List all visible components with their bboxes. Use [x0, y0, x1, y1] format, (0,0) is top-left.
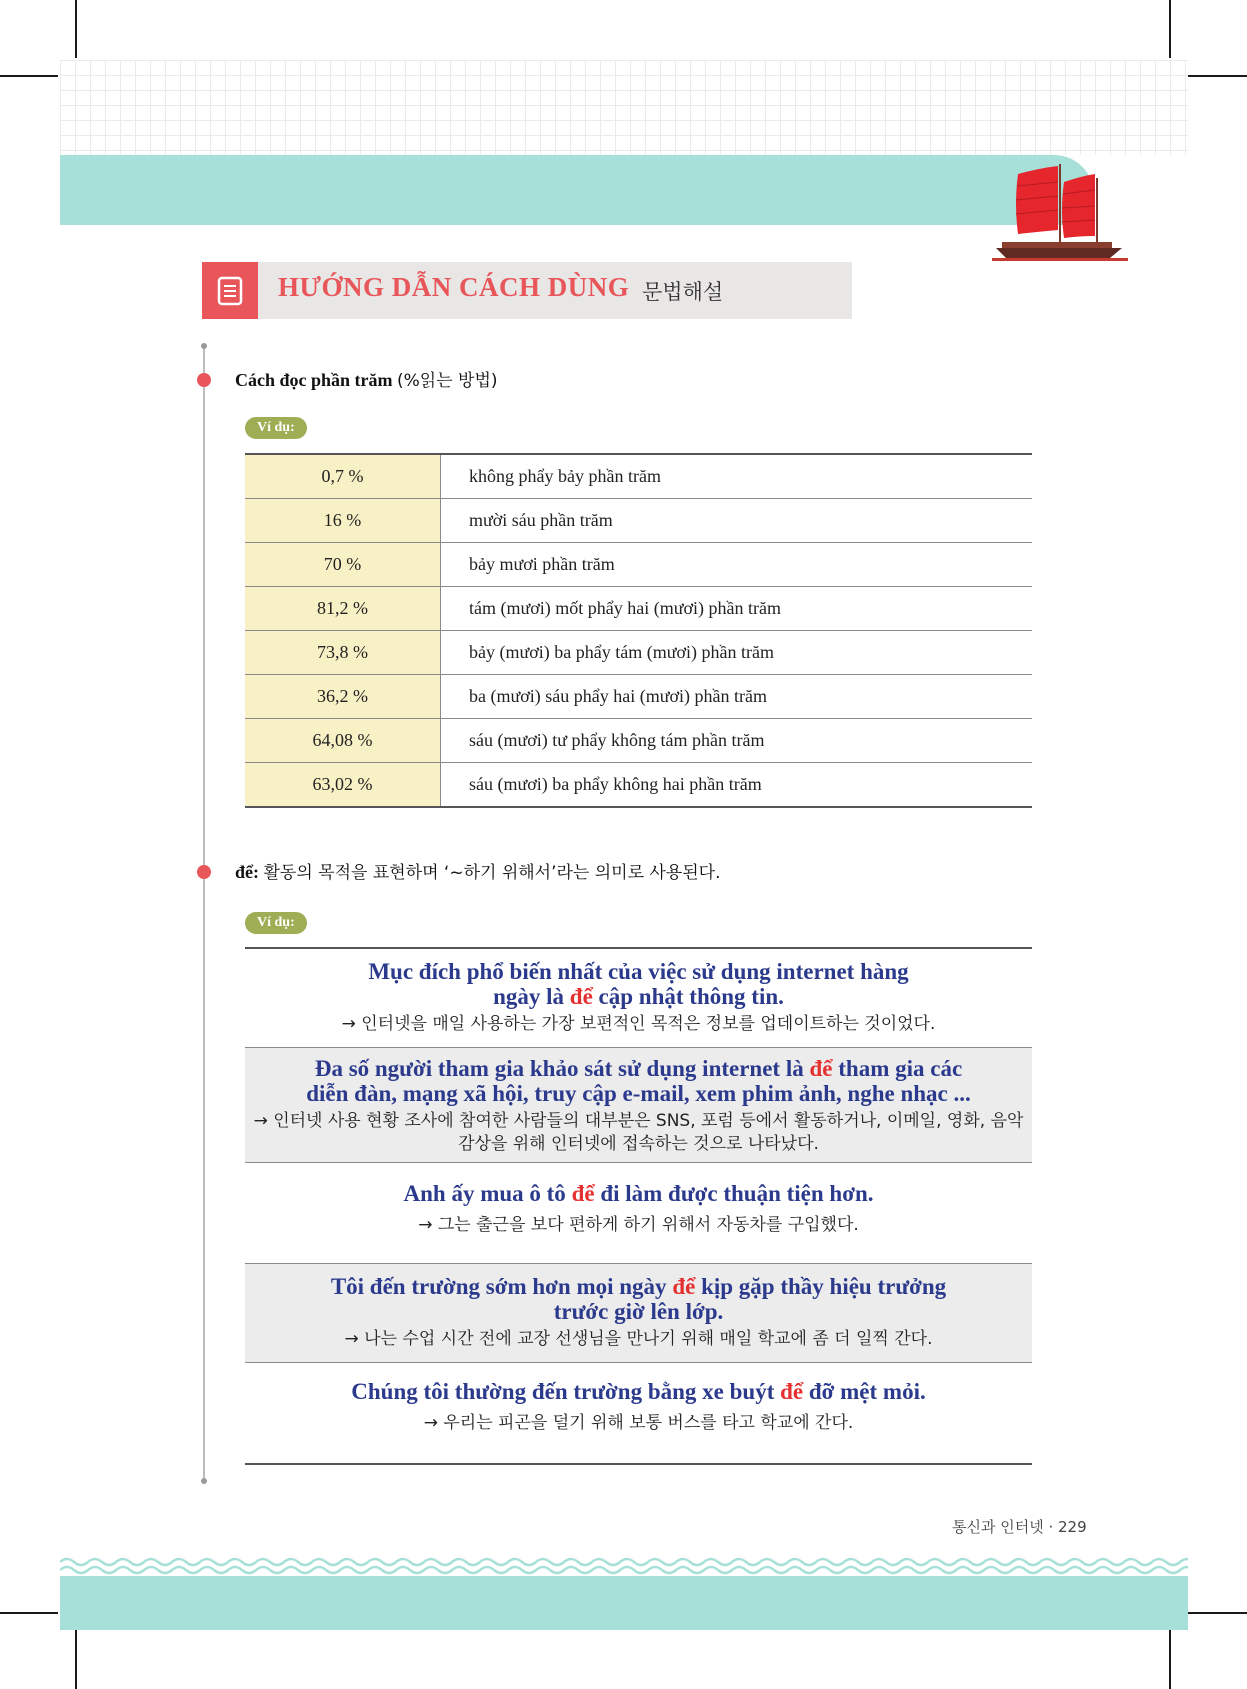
table-row: [245, 631, 1032, 675]
percent-value: 73,8 %: [245, 631, 441, 675]
percent-reading: tám (mươi) mốt phẩy hai (mươi) phần trăm: [441, 587, 1033, 631]
section-bullet: [197, 865, 211, 879]
guide-title: HƯỚNG DẪN CÁCH DÙNG: [278, 272, 630, 302]
percent-reading: không phẩy bảy phần trăm: [441, 454, 1033, 499]
example-sentence-vi: Đa số người tham gia khảo sát sử dụng internet là để tham gia các diễn đàn, mạng xã hội, truy cập e-mail, xem phim ảnh, nghe nhạc ...: [306, 1056, 971, 1106]
percent-value: 16 %: [245, 499, 441, 543]
crop-mark: [75, 1630, 77, 1689]
crop-mark: [0, 75, 58, 77]
percent-reading: mười sáu phần trăm: [441, 499, 1033, 543]
table-row: [245, 675, 1032, 719]
example-item: [245, 949, 1032, 1047]
crop-mark: [1188, 75, 1247, 77]
wave-footer-band: [60, 1552, 1188, 1630]
crop-mark: [1169, 1630, 1171, 1689]
keyword-de: để:: [235, 862, 259, 882]
keyword-description: 활동의 목적을 표현하며 ‘~하기 위해서’라는 의미로 사용된다.: [263, 863, 721, 883]
percent-reading: ba (mươi) sáu phẩy hai (mươi) phần trăm: [441, 675, 1033, 719]
section-bullet: [197, 373, 211, 387]
table-row: [245, 543, 1032, 587]
guide-subtitle: 문법해설: [642, 280, 724, 304]
percent-reading: sáu (mươi) tư phẩy không tám phần trăm: [441, 719, 1033, 763]
highlight-de: để: [569, 984, 593, 1009]
crop-mark: [75, 0, 77, 58]
highlight-de: để: [780, 1379, 804, 1404]
example-sentence-vi: Tôi đến trường sớm hơn mọi ngày để kịp gặp thầy hiệu trưởng trước giờ lên lớp.: [330, 1274, 947, 1324]
highlight-de: để: [672, 1274, 696, 1299]
crop-mark: [1169, 0, 1171, 58]
highlight-de: để: [809, 1056, 833, 1081]
example-label: Ví dụ:: [245, 912, 307, 934]
crop-mark: [0, 1612, 58, 1614]
section-title-percent: [235, 366, 498, 391]
crop-mark: [1188, 1612, 1247, 1614]
example-item: [245, 1263, 1032, 1363]
example-sentence-vi: Chúng tôi thường đến trường bằng xe buýt để đỡ mệt mỏi.: [351, 1379, 926, 1404]
highlight-de: để: [571, 1181, 595, 1206]
percent-reading: bảy mươi phần trăm: [441, 543, 1033, 587]
percent-value: 81,2 %: [245, 587, 441, 631]
example-list: [245, 947, 1032, 1465]
percent-reading: bảy (mươi) ba phẩy tám (mươi) phần trăm: [441, 631, 1033, 675]
section-title-ko: (%읽는 방법): [397, 371, 498, 391]
example-item: [245, 1363, 1032, 1463]
example-translation-ko: → 인터넷 사용 현황 조사에 참여한 사람들의 대부분은 SNS, 포럼 등에서 활동하거나, 이메일, 영화, 음악 감상을 위해 인터넷에 접속하는 것으로 나타났다.: [253, 1111, 1024, 1154]
guide-header: [202, 262, 852, 319]
table-row: [245, 454, 1032, 499]
example-translation-ko: → 그는 출근을 보다 편하게 하기 위해서 자동차를 구입했다.: [418, 1215, 859, 1235]
table-row: [245, 499, 1032, 543]
timeline-line: [203, 346, 205, 1481]
percent-value: 0,7 %: [245, 454, 441, 499]
table-row: [245, 763, 1032, 808]
timeline-dot: [201, 343, 207, 349]
example-translation-ko: → 나는 수업 시간 전에 교장 선생님을 만나기 위해 매일 학교에 좀 더 일찍 간다.: [344, 1329, 933, 1349]
junk-ship-icon: [990, 160, 1130, 272]
top-mint-band: [60, 155, 1094, 225]
example-translation-ko: → 인터넷을 매일 사용하는 가장 보편적인 목적은 정보를 업데이트하는 것이었다.: [341, 1014, 936, 1034]
page-number: 통신과 인터넷 · 229: [952, 1518, 1087, 1536]
timeline-dot: [201, 1478, 207, 1484]
table-row: [245, 587, 1032, 631]
section-title-de: [235, 858, 721, 883]
example-sentence-vi: Anh ấy mua ô tô để đi làm được thuận tiện hơn.: [403, 1181, 874, 1206]
percent-reading: sáu (mươi) ba phẩy không hai phần trăm: [469, 774, 762, 794]
example-translation-ko: → 우리는 피곤을 덜기 위해 보통 버스를 타고 학교에 간다.: [423, 1413, 854, 1433]
percent-table: [245, 453, 1032, 808]
percent-value: 36,2 %: [245, 675, 441, 719]
percent-value: 63,02 %: [245, 763, 441, 808]
example-label: Ví dụ:: [245, 417, 307, 439]
example-item: [245, 1163, 1032, 1263]
example-item: [245, 1047, 1032, 1163]
example-sentence-vi: Mục đích phổ biến nhất của việc sử dụng internet hàng ngày là để cập nhật thông tin.: [368, 959, 909, 1009]
section-title-vi: Cách đọc phần trăm: [235, 370, 393, 390]
document-icon: [202, 262, 258, 319]
percent-value: 64,08 %: [245, 719, 441, 763]
grid-background: [60, 60, 1188, 155]
table-row: [245, 719, 1032, 763]
percent-value: 70 %: [245, 543, 441, 587]
